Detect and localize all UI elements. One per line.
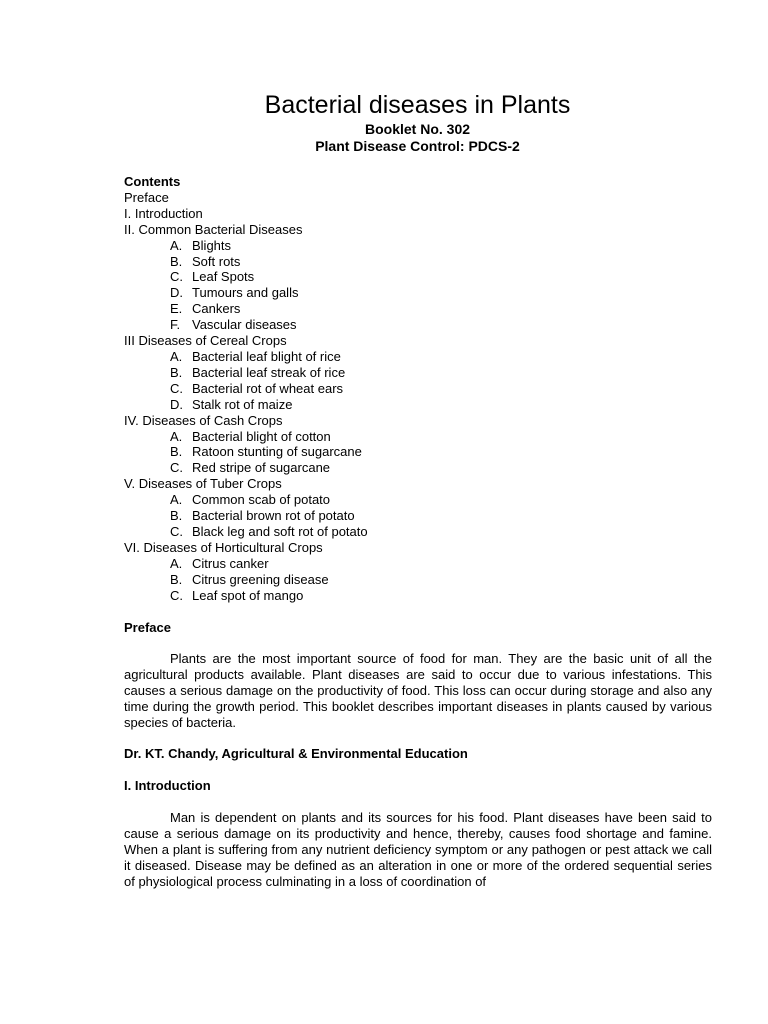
preface-paragraph: Plants are the most important source of food for man. They are the basic unit of all the agricultural products available. Plant diseases are said to occur due to various infestations. This causes a serious damage on the productivity of food. This loss can occur during storage and also any time during the growth period. This booklet describes important diseases in plants caused by various species of bacteria. (124, 651, 712, 730)
contents-subentry-letter: C. (170, 460, 183, 476)
contents-subentry (124, 460, 368, 476)
contents-subentry-label: Ratoon stunting of sugarcane (192, 444, 362, 460)
contents-subentry-label: Leaf spot of mango (192, 587, 304, 603)
contents-subentry-letter: A. (170, 492, 183, 508)
contents-subentry-label: Red stripe of sugarcane (192, 460, 331, 476)
contents-subentry-label: Soft rots (192, 253, 241, 269)
contents-subentry-label: Cankers (192, 301, 241, 317)
contents-subentry-label: Vascular diseases (192, 317, 297, 333)
table-of-contents (124, 174, 368, 603)
contents-subentry-label: Common scab of potato (192, 492, 331, 508)
contents-subentry (124, 269, 368, 285)
contents-subentry-letter: D. (170, 396, 183, 412)
contents-subentry (124, 317, 368, 333)
contents-heading: Contents (124, 174, 181, 189)
contents-subentry-letter: B. (170, 508, 183, 524)
contents-subentry-label: Bacterial rot of wheat ears (192, 380, 344, 396)
booklet-number: Booklet No. 302 (364, 121, 471, 137)
contents-subentry (124, 588, 368, 604)
document-title: Bacterial diseases in Plants (264, 91, 571, 119)
introduction-heading: I. Introduction (124, 778, 211, 793)
contents-entry: Preface (124, 189, 169, 205)
contents-subentry-label: Tumours and galls (192, 285, 299, 301)
contents-subentry-letter: F. (170, 317, 181, 333)
contents-subentry-label: Black leg and soft rot of potato (192, 523, 368, 539)
contents-subentry-label: Bacterial leaf blight of rice (192, 348, 341, 364)
contents-subentry-label: Stalk rot of maize (192, 396, 293, 412)
contents-subentry (124, 285, 368, 301)
contents-subentry-letter: C. (170, 587, 183, 603)
contents-subentry-label: Leaf Spots (192, 269, 255, 285)
preface-heading: Preface (124, 620, 171, 635)
contents-subentry-label: Bacterial blight of cotton (192, 428, 331, 444)
contents-entry: VI. Diseases of Horticultural Crops (124, 539, 323, 555)
contents-subentry (124, 492, 368, 508)
contents-subentry (124, 349, 368, 365)
contents-entry: V. Diseases of Tuber Crops (124, 476, 282, 492)
contents-subentry-letter: B. (170, 571, 183, 587)
contents-subentry (124, 254, 368, 270)
author-line: Dr. KT. Chandy, Agricultural & Environmental Education (124, 746, 468, 761)
contents-subentry-letter: C. (170, 269, 183, 285)
contents-subentry (124, 524, 368, 540)
contents-subentry (124, 572, 368, 588)
contents-subentry-letter: A. (170, 348, 183, 364)
contents-subentry (124, 301, 368, 317)
contents-subentry-label: Bacterial leaf streak of rice (192, 364, 346, 380)
contents-subentry (124, 365, 368, 381)
contents-subentry (124, 556, 368, 572)
contents-subentry-letter: B. (170, 253, 183, 269)
contents-subentry-letter: B. (170, 364, 183, 380)
contents-subentry-label: Citrus greening disease (192, 571, 329, 587)
contents-subentry (124, 508, 368, 524)
contents-subentry (124, 444, 368, 460)
contents-entry: II. Common Bacterial Diseases (124, 221, 303, 237)
contents-subentry-letter: D. (170, 285, 183, 301)
contents-subentry-letter: B. (170, 444, 183, 460)
contents-subentry-letter: E. (170, 301, 183, 317)
contents-subentry-label: Bacterial brown rot of potato (192, 508, 355, 524)
contents-subentry-letter: A. (170, 428, 183, 444)
contents-subentry (124, 429, 368, 445)
contents-entry: I. Introduction (124, 205, 203, 221)
contents-subentry-letter: C. (170, 523, 183, 539)
contents-subentry-letter: A. (170, 237, 183, 253)
contents-subentry-label: Citrus canker (192, 555, 269, 571)
contents-subentry-label: Blights (192, 237, 232, 253)
contents-subentry (124, 238, 368, 254)
contents-subentry-letter: C. (170, 380, 183, 396)
contents-entry: III Diseases of Cereal Crops (124, 333, 287, 349)
contents-entry: IV. Diseases of Cash Crops (124, 412, 283, 428)
series-name: Plant Disease Control: PDCS-2 (315, 138, 520, 154)
contents-subentry (124, 381, 368, 397)
contents-subentry-letter: A. (170, 555, 183, 571)
introduction-paragraph: Man is dependent on plants and its sources for his food. Plant diseases have been said to cause a serious damage on its productivity and hence, thereby, causes food shortage and famine. When a plant is suffering from any nutrient deficiency symptom or any pathogen or pest attack we call it diseased. Disease may be defined as an alteration in one or more of the ordered sequential series of physiological process culminating in a loss of coordination of (124, 810, 712, 889)
contents-subentry (124, 397, 368, 413)
